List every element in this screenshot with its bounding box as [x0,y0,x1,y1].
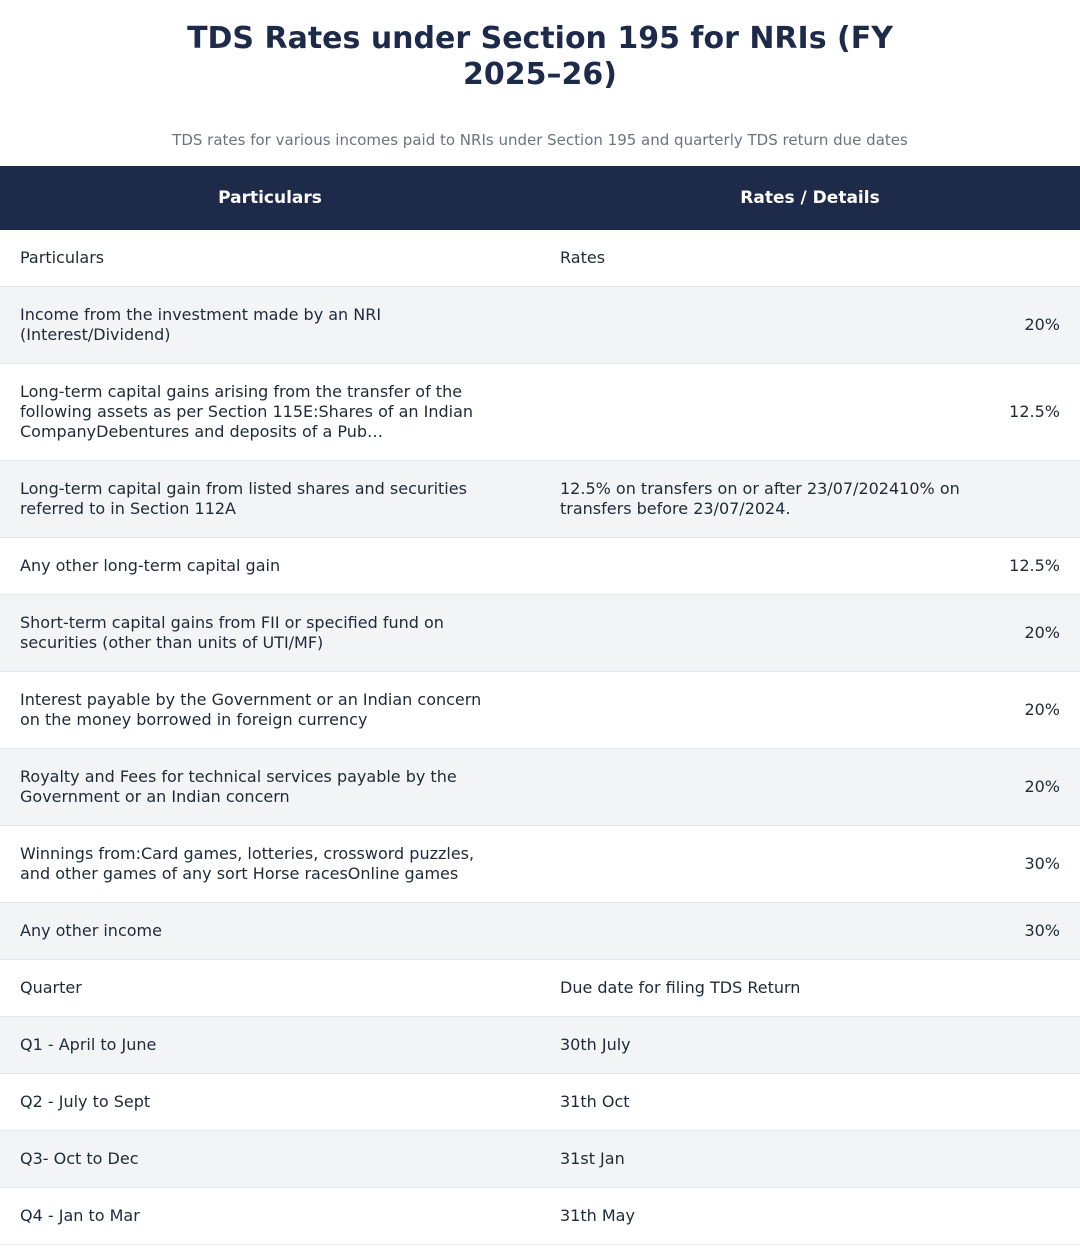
value-cell: 31th May [540,1188,1080,1245]
table-row [0,595,1080,672]
value-cell: 20% [540,749,1080,826]
particular-cell: Income from the investment made by an NRI (Interest/Dividend) [0,287,540,364]
table-row [0,461,1080,538]
table-row [0,538,1080,595]
value-cell: 30th July [540,1017,1080,1074]
particular-cell: Long-term capital gains arising from the transfer of the following assets as per Section 115E:Shares of an Indian CompanyDebentures and deposits of a Pub… [0,364,540,461]
table-row [0,364,1080,461]
table-row [0,1131,1080,1188]
page-title: TDS Rates under Section 195 for NRIs (FY 2025–26) [187,21,893,92]
particular-cell: Q3- Oct to Dec [0,1131,540,1188]
page-subtitle: TDS rates for various incomes paid to NRIs under Section 195 and quarterly TDS return due dates [172,131,908,149]
value-cell: 20% [540,672,1080,749]
particular-cell: Q1 - April to June [0,1017,540,1074]
table-header-row [0,166,1080,230]
particular-cell: Any other long-term capital gain [0,538,540,595]
column-header-rates-details: Rates / Details [540,166,1080,230]
particular-cell: Quarter [0,960,540,1017]
table-row [0,230,1080,287]
column-header-particulars: Particulars [0,166,540,230]
table-row [0,749,1080,826]
particular-cell: Q2 - July to Sept [0,1074,540,1131]
table-row [0,826,1080,903]
value-cell: Due date for filing TDS Return [540,960,1080,1017]
value-cell: 30% [540,826,1080,903]
particular-cell: Interest payable by the Government or an Indian concern on the money borrowed in foreign currency [0,672,540,749]
table-row [0,1074,1080,1131]
particular-cell: Q4 - Jan to Mar [0,1188,540,1245]
value-cell: Rates [540,230,1080,287]
particular-cell: Short-term capital gains from FII or specified fund on securities (other than units of UTI/MF) [0,595,540,672]
table-row [0,672,1080,749]
particular-cell: Particulars [0,230,540,287]
particular-cell: Long-term capital gain from listed shares and securities referred to in Section 112A [0,461,540,538]
tds-rates-table [0,166,1080,1245]
value-cell: 12.5% [540,538,1080,595]
table-row [0,960,1080,1017]
value-cell: 31th Oct [540,1074,1080,1131]
value-cell: 20% [540,287,1080,364]
value-cell: 31st Jan [540,1131,1080,1188]
table-row [0,903,1080,960]
particular-cell: Any other income [0,903,540,960]
table-row [0,1188,1080,1245]
value-cell: 12.5% [540,364,1080,461]
particular-cell: Winnings from:Card games, lotteries, crossword puzzles, and other games of any sort Horse racesOnline games [0,826,540,903]
table-row [0,287,1080,364]
table-row [0,1017,1080,1074]
value-cell: 20% [540,595,1080,672]
value-cell: 12.5% on transfers on or after 23/07/202410% on transfers before 23/07/2024. [540,461,1080,538]
particular-cell: Royalty and Fees for technical services payable by the Government or an Indian concern [0,749,540,826]
value-cell: 30% [540,903,1080,960]
